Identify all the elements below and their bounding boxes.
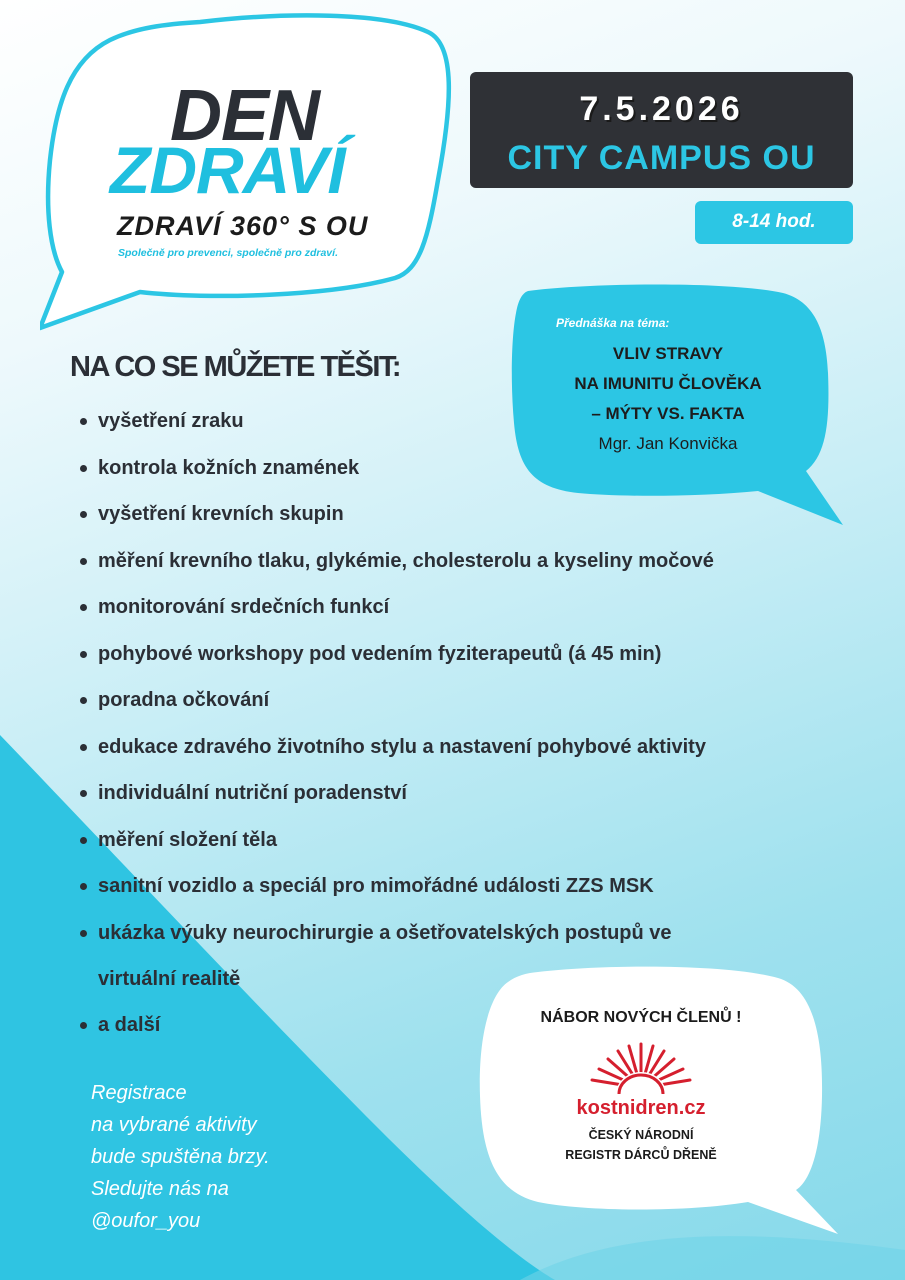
lecture-title-line: VLIV STRAVY — [612, 344, 724, 363]
bullet-icon — [80, 790, 87, 797]
title-motto: Společně pro prevenci, společně pro zdraví. — [118, 247, 338, 259]
list-item — [80, 829, 840, 852]
activities-heading: NA CO SE MŮŽETE TĚŠIT: — [70, 351, 401, 383]
list-item — [80, 503, 840, 526]
bullet-icon — [80, 651, 87, 658]
lecture-title-line: – MÝTY VS. FAKTA — [591, 404, 745, 423]
event-date: 7.5.2026 — [579, 90, 744, 128]
donor-title: NÁBOR NOVÝCH ČLENŮ ! — [540, 1009, 742, 1026]
registration-line: na vybrané aktivity — [91, 1114, 257, 1136]
activities-list — [80, 410, 840, 1061]
list-item — [80, 643, 840, 666]
list-item — [80, 689, 840, 712]
title-den: DEN — [170, 76, 320, 156]
bullet-icon — [80, 883, 87, 890]
lecture-speaker: Mgr. Jan Konvička — [598, 434, 738, 453]
list-item — [80, 457, 840, 480]
event-venue: CITY CAMPUS OU — [507, 139, 816, 177]
bullet-icon — [80, 418, 87, 425]
event-time: 8-14 hod. — [732, 211, 816, 232]
bullet-icon — [80, 465, 87, 472]
date-venue-box — [470, 72, 853, 188]
bullet-icon — [80, 511, 87, 518]
list-item — [80, 410, 840, 433]
list-item-text: vyšetření zraku — [98, 410, 244, 432]
bullet-icon — [80, 604, 87, 611]
list-item — [80, 550, 840, 573]
title-subtitle: ZDRAVÍ 360° S OU — [117, 211, 369, 241]
bullet-icon — [80, 1022, 87, 1029]
bullet-icon — [80, 744, 87, 751]
list-item-text: monitorování srdečních funkcí — [98, 596, 390, 618]
registration-line: Sledujte nás na — [91, 1178, 229, 1200]
donor-org-line: REGISTR DÁRCŮ DŘENĚ — [565, 1148, 717, 1162]
list-item-text: sanitní vozidlo a speciál pro mimořádné události ZZS MSK — [98, 875, 654, 897]
list-item — [80, 875, 840, 898]
bullet-icon — [80, 930, 87, 937]
instagram-handle: @oufor_you — [91, 1210, 201, 1232]
list-item-text: kontrola kožních znamének — [98, 456, 360, 479]
bullet-icon — [80, 837, 87, 844]
time-badge — [695, 201, 853, 244]
list-item-text: edukace zdravého životního stylu a nastavení pohybové aktivity — [98, 735, 706, 758]
list-item-text: ukázka výuky neurochirurgie a ošetřovatelských postupů ve — [98, 921, 672, 944]
registration-line: Registrace — [91, 1082, 187, 1104]
registration-note — [91, 1077, 270, 1237]
donor-website: kostnidren.cz — [576, 1097, 706, 1119]
donor-org-line: ČESKÝ NÁRODNÍ — [588, 1128, 694, 1142]
lecture-label: Přednáška na téma: — [556, 316, 670, 330]
list-item — [80, 596, 840, 619]
list-item-text: vyšetření krevních skupin — [98, 503, 344, 525]
bullet-icon — [80, 558, 87, 565]
sun-rays-icon — [586, 1038, 696, 1094]
list-item-text: pohybové workshopy pod vedením fyziterapeutů (á 45 min) — [98, 642, 662, 665]
list-item-text-continued: virtuální realitě — [98, 967, 241, 990]
list-item — [80, 736, 840, 759]
title-zdravi: ZDRAVÍ — [110, 133, 345, 207]
list-item-text: poradna očkování — [98, 689, 270, 711]
list-item-text: a další — [98, 1014, 161, 1036]
list-item-text: měření složení těla — [98, 828, 277, 851]
bullet-icon — [80, 697, 87, 704]
lecture-title-line: NA IMUNITU ČLOVĚKA — [574, 374, 762, 393]
list-item — [80, 782, 840, 805]
list-item-text: měření krevního tlaku, glykémie, cholesterolu a kyseliny močové — [98, 549, 714, 572]
registration-line: bude spuštěna brzy. — [91, 1146, 270, 1168]
list-item-text: individuální nutriční poradenství — [98, 782, 407, 804]
